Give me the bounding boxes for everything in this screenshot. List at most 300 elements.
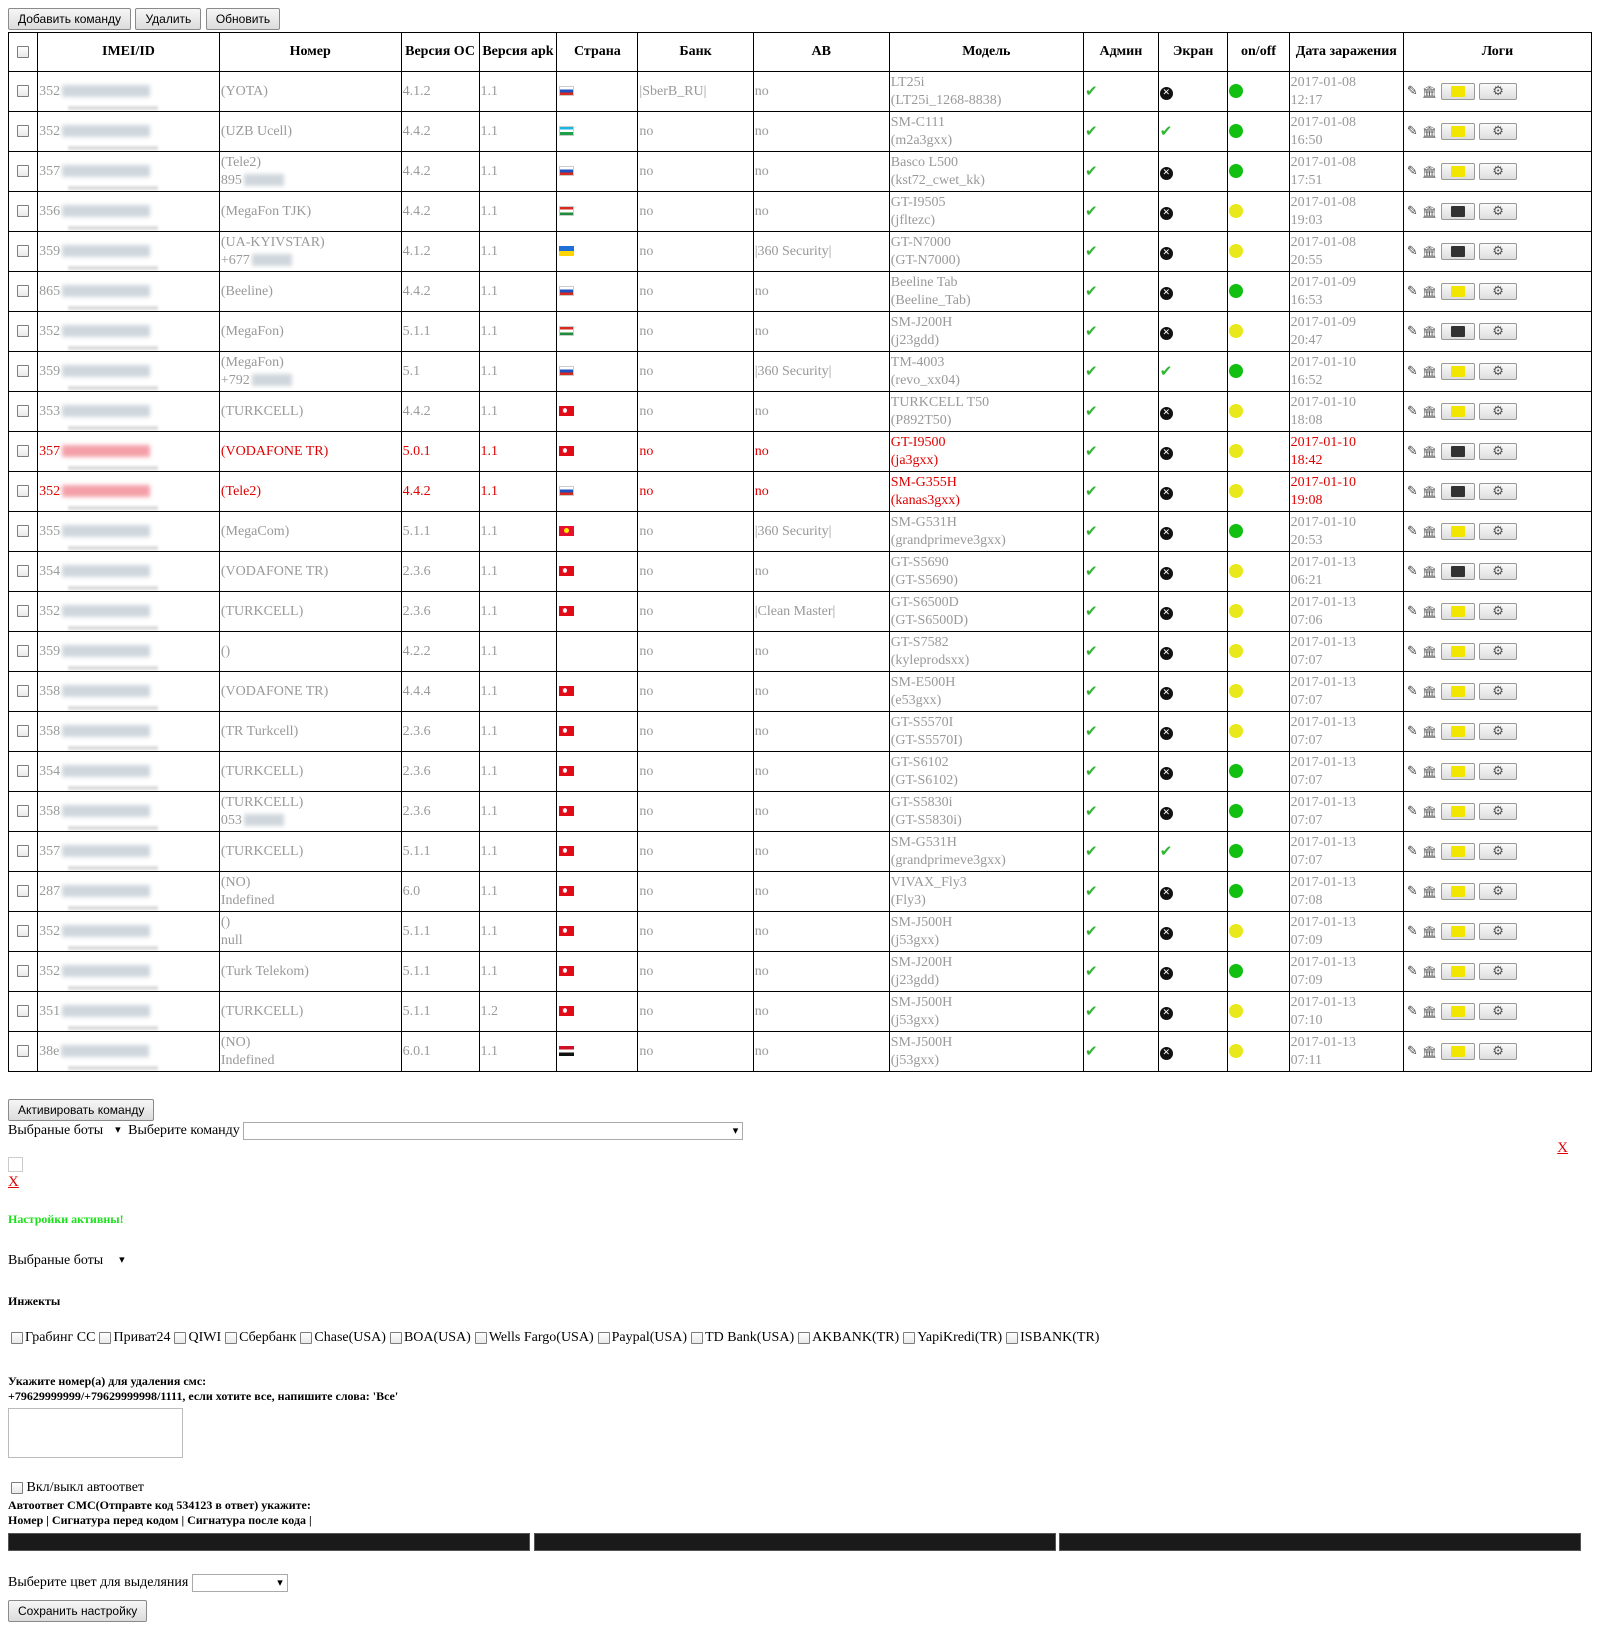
inject-option[interactable] (99, 1330, 170, 1345)
model-cell (889, 912, 1083, 952)
header-onoff[interactable]: on/off (1228, 33, 1289, 72)
bank-icon[interactable]: 🏛 (1421, 404, 1438, 419)
pencil-icon[interactable]: ✎ (1406, 203, 1418, 219)
screen-cell (1158, 312, 1228, 352)
logs-folder-button[interactable] (1441, 683, 1475, 700)
os-version-cell: 2.3.6 (401, 712, 479, 752)
number-cell (219, 312, 401, 352)
model-name: SM-J200H (890, 314, 953, 330)
imei-prefix: 352 (39, 603, 61, 619)
row-checkbox[interactable] (17, 1005, 29, 1017)
header-screen[interactable]: Экран (1158, 33, 1228, 72)
logs-folder-button[interactable] (1441, 363, 1475, 380)
pencil-icon[interactable]: ✎ (1406, 523, 1418, 539)
inject-checkbox[interactable] (1006, 1332, 1018, 1344)
pencil-icon[interactable]: ✎ (1406, 123, 1418, 139)
logs-folder-button[interactable] (1441, 403, 1475, 420)
imei-prefix: 357 (39, 163, 61, 179)
bank-icon[interactable]: 🏛 (1421, 204, 1438, 219)
os-version-cell: 4.4.4 (401, 672, 479, 712)
activate-command-button[interactable]: Активировать команду (8, 1099, 154, 1121)
check-icon: ✔ (1085, 801, 1098, 820)
admin-cell (1084, 392, 1159, 432)
bank-icon[interactable]: 🏛 (1421, 1004, 1438, 1019)
logs-cell (1403, 1032, 1591, 1072)
admin-cell (1084, 872, 1159, 912)
table-row[interactable] (9, 112, 1592, 152)
bank-icon[interactable]: 🏛 (1421, 1044, 1438, 1059)
logs-cell (1403, 192, 1591, 232)
table-row[interactable] (9, 392, 1592, 432)
apk-version-cell: 1.1 (479, 552, 557, 592)
logs-folder-button[interactable] (1441, 483, 1475, 500)
inject-label: AKBANK(TR) (812, 1330, 900, 1345)
av-cell: no (753, 272, 889, 312)
save-settings-button[interactable]: Сохранить настройку (8, 1600, 147, 1622)
logs-folder-button[interactable] (1441, 883, 1475, 900)
number-cell (219, 592, 401, 632)
bank-icon[interactable]: 🏛 (1421, 244, 1438, 259)
table-row[interactable] (9, 352, 1592, 392)
admin-cell (1084, 632, 1159, 672)
onoff-cell (1228, 112, 1289, 152)
pencil-icon[interactable]: ✎ (1406, 1003, 1418, 1019)
logs-folder-button[interactable] (1441, 763, 1475, 780)
logs-cell (1403, 112, 1591, 152)
settings-gear-button[interactable] (1479, 323, 1517, 340)
infection-time: 07:11 (1290, 1052, 1323, 1068)
bank-icon[interactable]: 🏛 (1421, 124, 1438, 139)
logs-folder-button[interactable] (1441, 83, 1475, 100)
settings-gear-button[interactable] (1479, 963, 1517, 980)
row-checkbox[interactable] (17, 365, 29, 377)
screen-cell (1158, 592, 1228, 632)
row-checkbox[interactable] (17, 845, 29, 857)
row-checkbox[interactable] (17, 245, 29, 257)
redacted-imei (62, 965, 150, 977)
autoreply-signature-before-input[interactable] (534, 1533, 1056, 1551)
row-checkbox[interactable] (17, 685, 29, 697)
onoff-cell (1228, 472, 1289, 512)
table-row[interactable] (9, 232, 1592, 272)
row-checkbox[interactable] (17, 125, 29, 137)
settings-gear-button[interactable] (1479, 83, 1517, 100)
settings-gear-button[interactable] (1479, 803, 1517, 820)
redacted-imei (62, 245, 150, 257)
row-checkbox[interactable] (17, 925, 29, 937)
autoreply-signature-after-input[interactable] (1059, 1533, 1581, 1551)
settings-gear-button[interactable] (1479, 483, 1517, 500)
country-flag-icon (559, 686, 574, 696)
settings-gear-button[interactable] (1479, 723, 1517, 740)
settings-gear-button[interactable] (1479, 563, 1517, 580)
inject-option[interactable] (1006, 1330, 1099, 1345)
bank-icon[interactable]: 🏛 (1421, 924, 1438, 939)
imei-cell (38, 312, 220, 352)
logs-cell (1403, 632, 1591, 672)
pencil-icon[interactable]: ✎ (1406, 763, 1418, 779)
header-apk[interactable]: Версия apk (479, 33, 557, 72)
onoff-cell (1228, 912, 1289, 952)
settings-gear-button[interactable] (1479, 163, 1517, 180)
command-select[interactable] (243, 1122, 743, 1140)
header-admin[interactable]: Админ (1084, 33, 1159, 72)
logs-folder-button[interactable] (1441, 843, 1475, 860)
operator-text: (NO) (220, 1034, 251, 1050)
check-icon: ✔ (1085, 441, 1098, 460)
bank-icon[interactable]: 🏛 (1421, 804, 1438, 819)
add-command-button[interactable]: Добавить команду (8, 8, 131, 30)
phone-number-text: 895 (221, 172, 400, 190)
logs-folder-button[interactable] (1441, 283, 1475, 300)
date-cell (1289, 192, 1403, 232)
delete-button[interactable]: Удалить (135, 8, 201, 30)
imei-prefix: 356 (39, 203, 61, 219)
inject-checkbox[interactable] (798, 1332, 810, 1344)
pencil-icon[interactable]: ✎ (1406, 403, 1418, 419)
bank-icon[interactable]: 🏛 (1421, 324, 1438, 339)
pencil-icon[interactable]: ✎ (1406, 1043, 1418, 1059)
bank-cell: no (638, 392, 753, 432)
av-cell: no (753, 1032, 889, 1072)
inject-checkbox[interactable] (475, 1332, 487, 1344)
inject-checkbox[interactable] (691, 1332, 703, 1344)
table-row[interactable] (9, 672, 1592, 712)
settings-gear-button[interactable] (1479, 523, 1517, 540)
header-imei[interactable]: IMEI/ID (38, 33, 220, 72)
inject-option[interactable] (798, 1330, 899, 1345)
model-cell (889, 552, 1083, 592)
inject-option[interactable] (11, 1330, 95, 1345)
logs-folder-button[interactable] (1441, 803, 1475, 820)
model-code: (kanas3gxx) (890, 492, 960, 508)
table-row[interactable] (9, 912, 1592, 952)
row-checkbox[interactable] (17, 765, 29, 777)
table-row[interactable] (9, 312, 1592, 352)
table-row[interactable] (9, 472, 1592, 512)
imei-cell (38, 392, 220, 432)
row-checkbox[interactable] (17, 965, 29, 977)
pencil-icon[interactable]: ✎ (1406, 483, 1418, 499)
bank-icon[interactable]: 🏛 (1421, 644, 1438, 659)
settings-gear-button[interactable] (1479, 123, 1517, 140)
logs-folder-button[interactable] (1441, 323, 1475, 340)
highlight-color-select[interactable] (192, 1574, 288, 1592)
folder-icon (1451, 606, 1465, 617)
table-row[interactable] (9, 872, 1592, 912)
logs-folder-button[interactable] (1441, 123, 1475, 140)
sms-delete-textarea[interactable] (8, 1408, 183, 1458)
bank-icon[interactable]: 🏛 (1421, 724, 1438, 739)
table-row[interactable] (9, 992, 1592, 1032)
redacted-underline (68, 1066, 158, 1070)
row-checkbox[interactable] (17, 325, 29, 337)
table-row[interactable] (9, 552, 1592, 592)
settings-gear-button[interactable] (1479, 603, 1517, 620)
row-checkbox[interactable] (17, 405, 29, 417)
pencil-icon[interactable]: ✎ (1406, 603, 1418, 619)
table-row[interactable] (9, 1032, 1592, 1072)
row-checkbox[interactable] (17, 805, 29, 817)
infection-date: 2017-01-08 (1290, 114, 1356, 130)
bank-icon[interactable]: 🏛 (1421, 604, 1438, 619)
x-circle-icon: ✕ (1160, 247, 1173, 260)
logs-folder-button[interactable] (1441, 243, 1475, 260)
header-av[interactable]: АВ (753, 33, 889, 72)
table-row[interactable] (9, 192, 1592, 232)
screen-cell (1158, 152, 1228, 192)
pencil-icon[interactable]: ✎ (1406, 83, 1418, 99)
model-name: GT-S5830i (890, 794, 953, 810)
settings-gear-button[interactable] (1479, 843, 1517, 860)
bank-cell: no (638, 592, 753, 632)
screen-cell (1158, 712, 1228, 752)
number-cell (219, 672, 401, 712)
pencil-icon[interactable]: ✎ (1406, 803, 1418, 819)
settings-gear-button[interactable] (1479, 1003, 1517, 1020)
logs-folder-button[interactable] (1441, 723, 1475, 740)
bank-icon[interactable]: 🏛 (1421, 844, 1438, 859)
check-icon: ✔ (1085, 881, 1098, 900)
row-checkbox[interactable] (17, 285, 29, 297)
imei-cell (38, 352, 220, 392)
pencil-icon[interactable]: ✎ (1406, 283, 1418, 299)
redacted-imei (62, 285, 150, 297)
bots-label: Выбраные боты (8, 1123, 104, 1139)
row-checkbox[interactable] (17, 445, 29, 457)
country-flag-icon (559, 566, 574, 576)
settings-bots-select[interactable] (107, 1252, 129, 1270)
inject-option[interactable] (300, 1330, 386, 1345)
settings-gear-button[interactable] (1479, 243, 1517, 260)
row-checkbox[interactable] (17, 525, 29, 537)
av-cell: |360 Security| (753, 512, 889, 552)
gear-icon: ⚙ (1492, 444, 1504, 459)
inject-checkbox[interactable] (11, 1332, 23, 1344)
imei-prefix: 865 (39, 283, 61, 299)
av-cell: no (753, 672, 889, 712)
apk-version-cell: 1.1 (479, 472, 557, 512)
check-icon: ✔ (1085, 201, 1098, 220)
row-checkbox[interactable] (17, 885, 29, 897)
bank-icon[interactable]: 🏛 (1421, 764, 1438, 779)
bank-icon[interactable]: 🏛 (1421, 964, 1438, 979)
model-cell (889, 712, 1083, 752)
inject-option[interactable] (225, 1330, 296, 1345)
country-cell (557, 912, 638, 952)
close-x-link-right[interactable]: X (1557, 1140, 1568, 1156)
pencil-icon[interactable]: ✎ (1406, 443, 1418, 459)
inject-option[interactable] (903, 1330, 1002, 1345)
header-os[interactable]: Версия ОС (401, 33, 479, 72)
logs-folder-button[interactable] (1441, 203, 1475, 220)
bank-icon[interactable]: 🏛 (1421, 484, 1438, 499)
x-circle-icon: ✕ (1160, 327, 1173, 340)
logs-folder-button[interactable] (1441, 643, 1475, 660)
bank-icon[interactable]: 🏛 (1421, 444, 1438, 459)
table-row[interactable] (9, 272, 1592, 312)
admin-cell (1084, 72, 1159, 112)
header-model[interactable]: Модель (889, 33, 1083, 72)
pencil-icon[interactable]: ✎ (1406, 563, 1418, 579)
operator-text: () (220, 643, 231, 659)
infection-date: 2017-01-08 (1290, 154, 1356, 170)
inject-checkbox[interactable] (174, 1332, 186, 1344)
table-row[interactable] (9, 592, 1592, 632)
pencil-icon[interactable]: ✎ (1406, 163, 1418, 179)
pencil-icon[interactable]: ✎ (1406, 643, 1418, 659)
bank-icon[interactable]: 🏛 (1421, 84, 1438, 99)
autoreply-number-input[interactable] (8, 1533, 530, 1551)
header-date[interactable]: Дата заражения (1289, 33, 1403, 72)
date-cell (1289, 552, 1403, 592)
folder-icon (1451, 966, 1465, 977)
settings-gear-button[interactable] (1479, 1043, 1517, 1060)
inject-checkbox[interactable] (225, 1332, 237, 1344)
table-row[interactable] (9, 512, 1592, 552)
settings-gear-button[interactable] (1479, 763, 1517, 780)
redacted-imei (62, 885, 150, 897)
logs-folder-button[interactable] (1441, 963, 1475, 980)
logs-folder-button[interactable] (1441, 923, 1475, 940)
pencil-icon[interactable]: ✎ (1406, 843, 1418, 859)
table-row[interactable] (9, 952, 1592, 992)
pencil-icon[interactable]: ✎ (1406, 323, 1418, 339)
row-checkbox[interactable] (17, 605, 29, 617)
logs-folder-button[interactable] (1441, 563, 1475, 580)
x-circle-icon: ✕ (1160, 927, 1173, 940)
autoreply-checkbox[interactable] (11, 1482, 23, 1494)
pencil-icon[interactable]: ✎ (1406, 363, 1418, 379)
pencil-icon[interactable]: ✎ (1406, 723, 1418, 739)
row-checkbox[interactable] (17, 165, 29, 177)
row-checkbox[interactable] (17, 85, 29, 97)
check-icon: ✔ (1085, 961, 1098, 980)
inject-option[interactable] (691, 1330, 794, 1345)
table-row[interactable] (9, 832, 1592, 872)
table-row[interactable] (9, 72, 1592, 112)
settings-gear-button[interactable] (1479, 643, 1517, 660)
country-cell (557, 992, 638, 1032)
logs-cell (1403, 592, 1591, 632)
table-row[interactable] (9, 752, 1592, 792)
check-icon: ✔ (1085, 721, 1098, 740)
bank-icon[interactable]: 🏛 (1421, 564, 1438, 579)
inject-option[interactable] (390, 1330, 471, 1345)
pencil-icon[interactable]: ✎ (1406, 683, 1418, 699)
table-row[interactable] (9, 632, 1592, 672)
pencil-icon[interactable]: ✎ (1406, 923, 1418, 939)
table-row[interactable] (9, 432, 1592, 472)
status-dot-icon (1229, 1004, 1243, 1018)
bank-icon[interactable]: 🏛 (1421, 884, 1438, 899)
bots-select[interactable] (107, 1122, 125, 1140)
row-checkbox[interactable] (17, 485, 29, 497)
model-cell (889, 312, 1083, 352)
bank-icon[interactable]: 🏛 (1421, 684, 1438, 699)
pencil-icon[interactable]: ✎ (1406, 243, 1418, 259)
country-flag-icon (559, 166, 574, 176)
table-row[interactable] (9, 152, 1592, 192)
row-checkbox[interactable] (17, 725, 29, 737)
row-select-cell (9, 312, 38, 352)
inject-checkbox[interactable] (390, 1332, 402, 1344)
header-logs[interactable]: Логи (1403, 33, 1591, 72)
redacted-underline (68, 906, 158, 910)
os-version-cell: 4.1.2 (401, 232, 479, 272)
inject-checkbox[interactable] (99, 1332, 111, 1344)
pencil-icon[interactable]: ✎ (1406, 963, 1418, 979)
settings-gear-button[interactable] (1479, 683, 1517, 700)
model-code: (j23gdd) (890, 972, 939, 988)
inject-option[interactable] (475, 1330, 594, 1345)
inject-checkbox[interactable] (598, 1332, 610, 1344)
settings-gear-button[interactable] (1479, 283, 1517, 300)
logs-folder-button[interactable] (1441, 1003, 1475, 1020)
bank-icon[interactable]: 🏛 (1421, 364, 1438, 379)
logs-folder-button[interactable] (1441, 1043, 1475, 1060)
settings-gear-button[interactable] (1479, 403, 1517, 420)
model-name: GT-I9500 (890, 434, 946, 450)
header-country[interactable]: Страна (557, 33, 638, 72)
infection-date: 2017-01-08 (1290, 194, 1356, 210)
admin-cell (1084, 1032, 1159, 1072)
redacted-number (244, 814, 284, 826)
inject-label: Chase(USA) (314, 1330, 386, 1345)
settings-gear-button[interactable] (1479, 203, 1517, 220)
select-all-checkbox[interactable] (17, 46, 29, 58)
table-row[interactable] (9, 792, 1592, 832)
table-row[interactable] (9, 712, 1592, 752)
broken-image-icon (8, 1157, 23, 1172)
folder-icon (1451, 126, 1465, 137)
header-number[interactable]: Номер (219, 33, 401, 72)
logs-cell (1403, 312, 1591, 352)
pencil-icon[interactable]: ✎ (1406, 883, 1418, 899)
onoff-cell (1228, 512, 1289, 552)
operator-text: (UA-KYIVSTAR) (220, 234, 325, 250)
bank-icon[interactable]: 🏛 (1421, 524, 1438, 539)
row-checkbox[interactable] (17, 1045, 29, 1057)
header-bank[interactable]: Банк (638, 33, 753, 72)
logs-folder-button[interactable] (1441, 523, 1475, 540)
country-flag-icon (559, 846, 574, 856)
number-cell (219, 712, 401, 752)
number-cell (219, 952, 401, 992)
inject-option[interactable] (174, 1330, 221, 1345)
bank-cell: no (638, 1032, 753, 1072)
inject-checkbox[interactable] (300, 1332, 312, 1344)
refresh-button[interactable]: Обновить (206, 8, 280, 30)
bank-icon[interactable]: 🏛 (1421, 284, 1438, 299)
close-x-link-left[interactable]: X (8, 1174, 19, 1190)
bank-icon[interactable]: 🏛 (1421, 164, 1438, 179)
logs-folder-button[interactable] (1441, 443, 1475, 460)
inject-checkbox[interactable] (903, 1332, 915, 1344)
settings-gear-button[interactable] (1479, 443, 1517, 460)
row-checkbox[interactable] (17, 205, 29, 217)
number-cell (219, 792, 401, 832)
inject-option[interactable] (598, 1330, 687, 1345)
logs-folder-button[interactable] (1441, 603, 1475, 620)
row-checkbox[interactable] (17, 565, 29, 577)
settings-gear-button[interactable] (1479, 923, 1517, 940)
row-checkbox[interactable] (17, 645, 29, 657)
model-code: (e53gxx) (890, 692, 942, 708)
logs-folder-button[interactable] (1441, 163, 1475, 180)
settings-gear-button[interactable] (1479, 883, 1517, 900)
settings-gear-button[interactable] (1479, 363, 1517, 380)
